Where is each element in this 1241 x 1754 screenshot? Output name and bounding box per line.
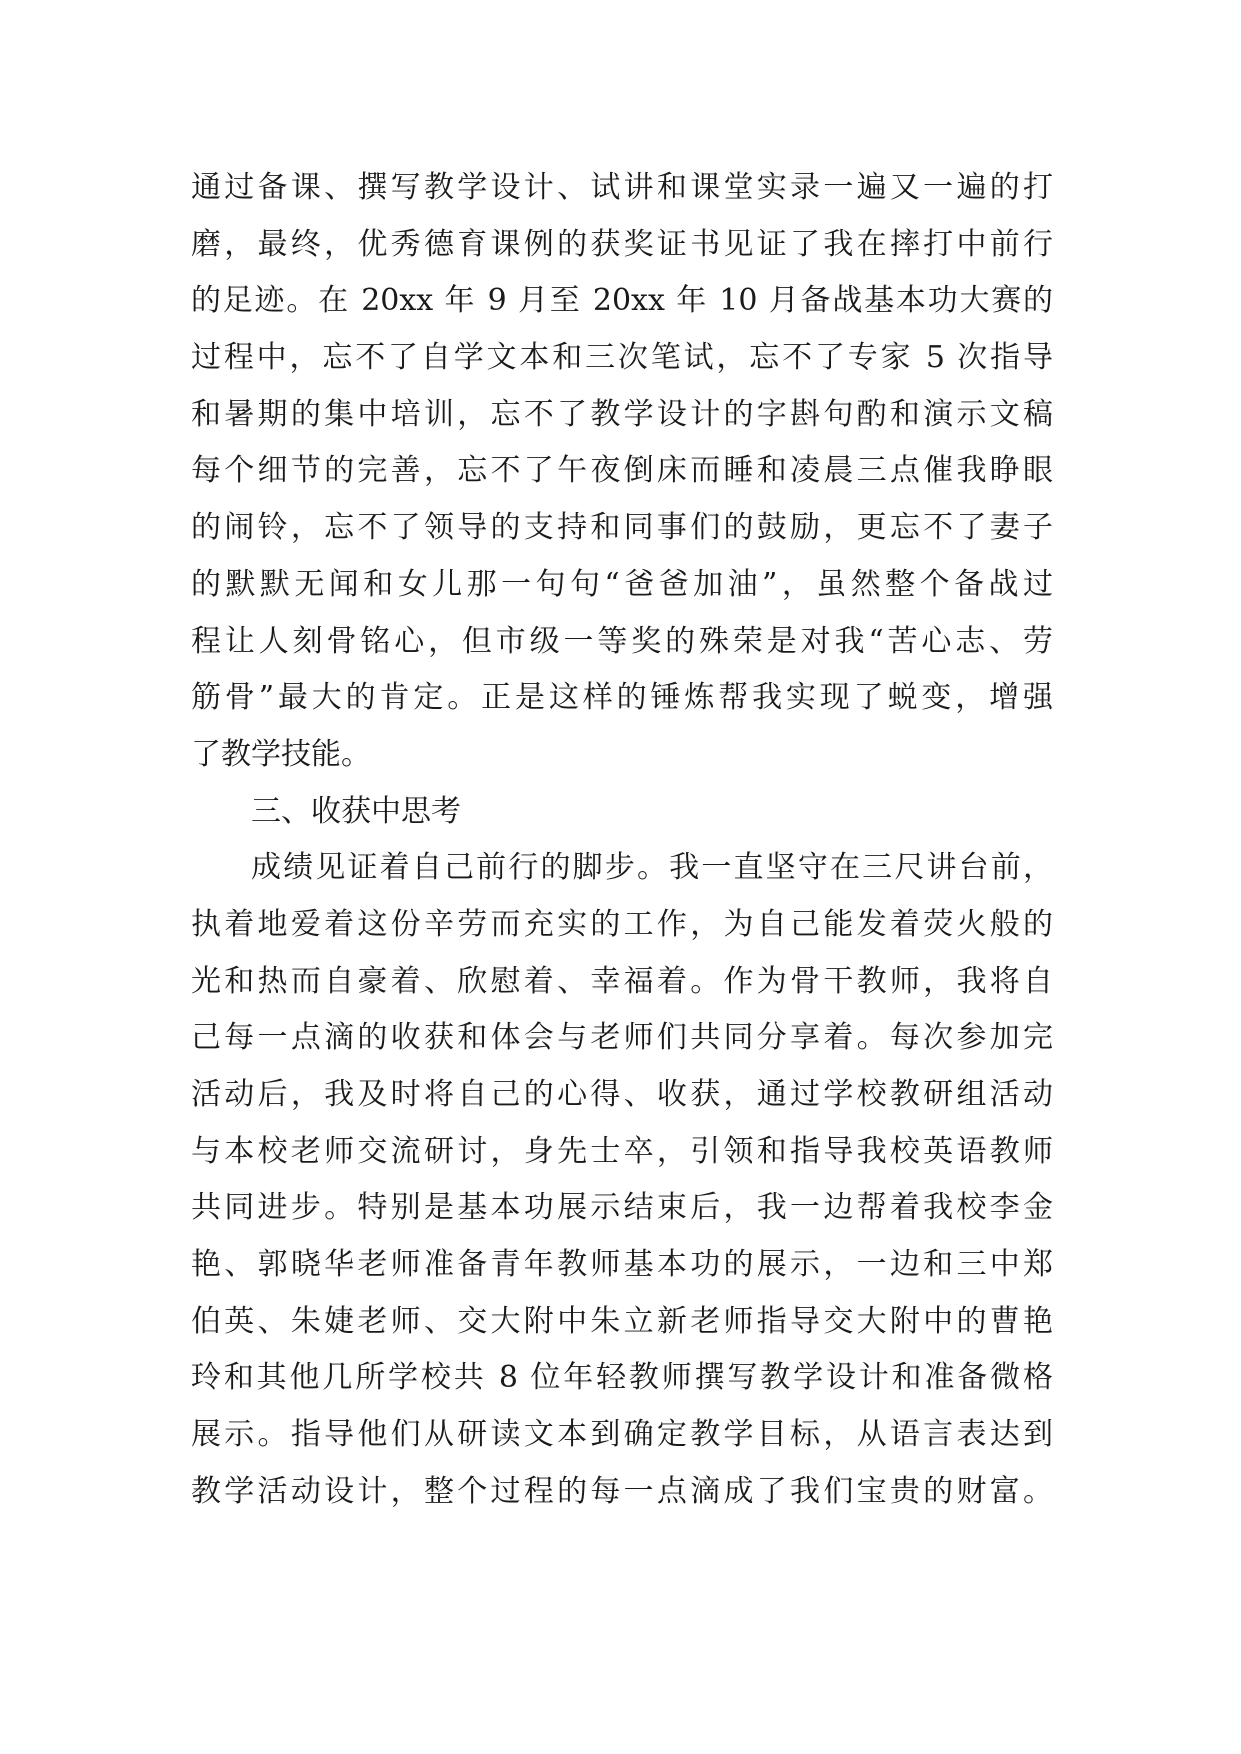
paragraph-2-line-5: 活动后，我及时将自己的心得、收获，通过学校教研组活动 (191, 1077, 1053, 1112)
paragraph-1-line-2: 磨，最终，优秀德育课例的获奖证书见证了我在摔打中前行 (191, 226, 1053, 262)
paragraph-1-line-11: 了教学技能。 (191, 736, 371, 772)
document-body (191, 160, 1053, 1521)
paragraph-2-line-4: 己每一点滴的收获和体会与老师们共同分享着。每次参加完 (191, 1020, 1053, 1056)
paragraph-2-line-1: 成绩见证着自己前行的脚步。我一直坚守在三尺讲台前， (251, 850, 1053, 886)
paragraph-2-line-3: 光和热而自豪着、欣慰着、幸福着。作为骨干教师，我将自 (191, 963, 1053, 999)
section-heading: 三、收获中思考 (251, 793, 461, 829)
paragraph-2-line-7: 共同进步。特别是基本功展示结束后，我一边帮着我校李金 (191, 1190, 1053, 1226)
paragraph-2-line-2: 执着地爱着这份辛劳而充实的工作，为自己能发着荧火般的 (191, 906, 1053, 942)
paragraph-1-line-4: 过程中，忘不了自学文本和三次笔试，忘不了专家 5 次指导 (191, 340, 1053, 376)
paragraph-2-line-9: 伯英、朱婕老师、交大附中朱立新老师指导交大附中的曹艳 (191, 1303, 1053, 1339)
paragraph-1-line-3: 的足迹。在 20xx 年 9 月至 20xx 年 10 月备战基本功大赛的 (191, 283, 1053, 319)
paragraph-2-line-12: 教学活动设计，整个过程的每一点滴成了我们宝贵的财富。 (191, 1473, 1053, 1509)
paragraph-1-line-1: 通过备课、撰写教学设计、试讲和课堂实录一遍又一遍的打 (191, 170, 1053, 205)
paragraph-1-line-8: 的默默无闻和女儿那一句句“爸爸加油”，虽然整个备战过 (191, 566, 1053, 602)
paragraph-1-line-10: 筋骨”最大的肯定。正是这样的锤炼帮我实现了蜕变，增强 (191, 680, 1053, 716)
paragraph-1-line-7: 的闹铃，忘不了领导的支持和同事们的鼓励，更忘不了妻子 (191, 510, 1053, 546)
paragraph-2-line-10: 玲和其他几所学校共 8 位年轻教师撰写教学设计和准备微格 (191, 1360, 1053, 1396)
paragraph-1-line-5: 和暑期的集中培训，忘不了教学设计的字斟句酌和演示文稿 (191, 396, 1053, 432)
paragraph-1-line-6: 每个细节的完善，忘不了午夜倒床而睡和凌晨三点催我睁眼 (191, 453, 1053, 489)
paragraph-1-line-9: 程让人刻骨铭心，但市级一等奖的殊荣是对我“苦心志、劳 (191, 623, 1053, 659)
paragraph-2-line-11: 展示。指导他们从研读文本到确定教学目标，从语言表达到 (191, 1417, 1053, 1453)
paragraph-2-line-6: 与本校老师交流研讨，身先士卒，引领和指导我校英语教师 (191, 1133, 1053, 1169)
paragraph-2-line-8: 艳、郭晓华老师准备青年教师基本功的展示，一边和三中郑 (191, 1247, 1053, 1283)
